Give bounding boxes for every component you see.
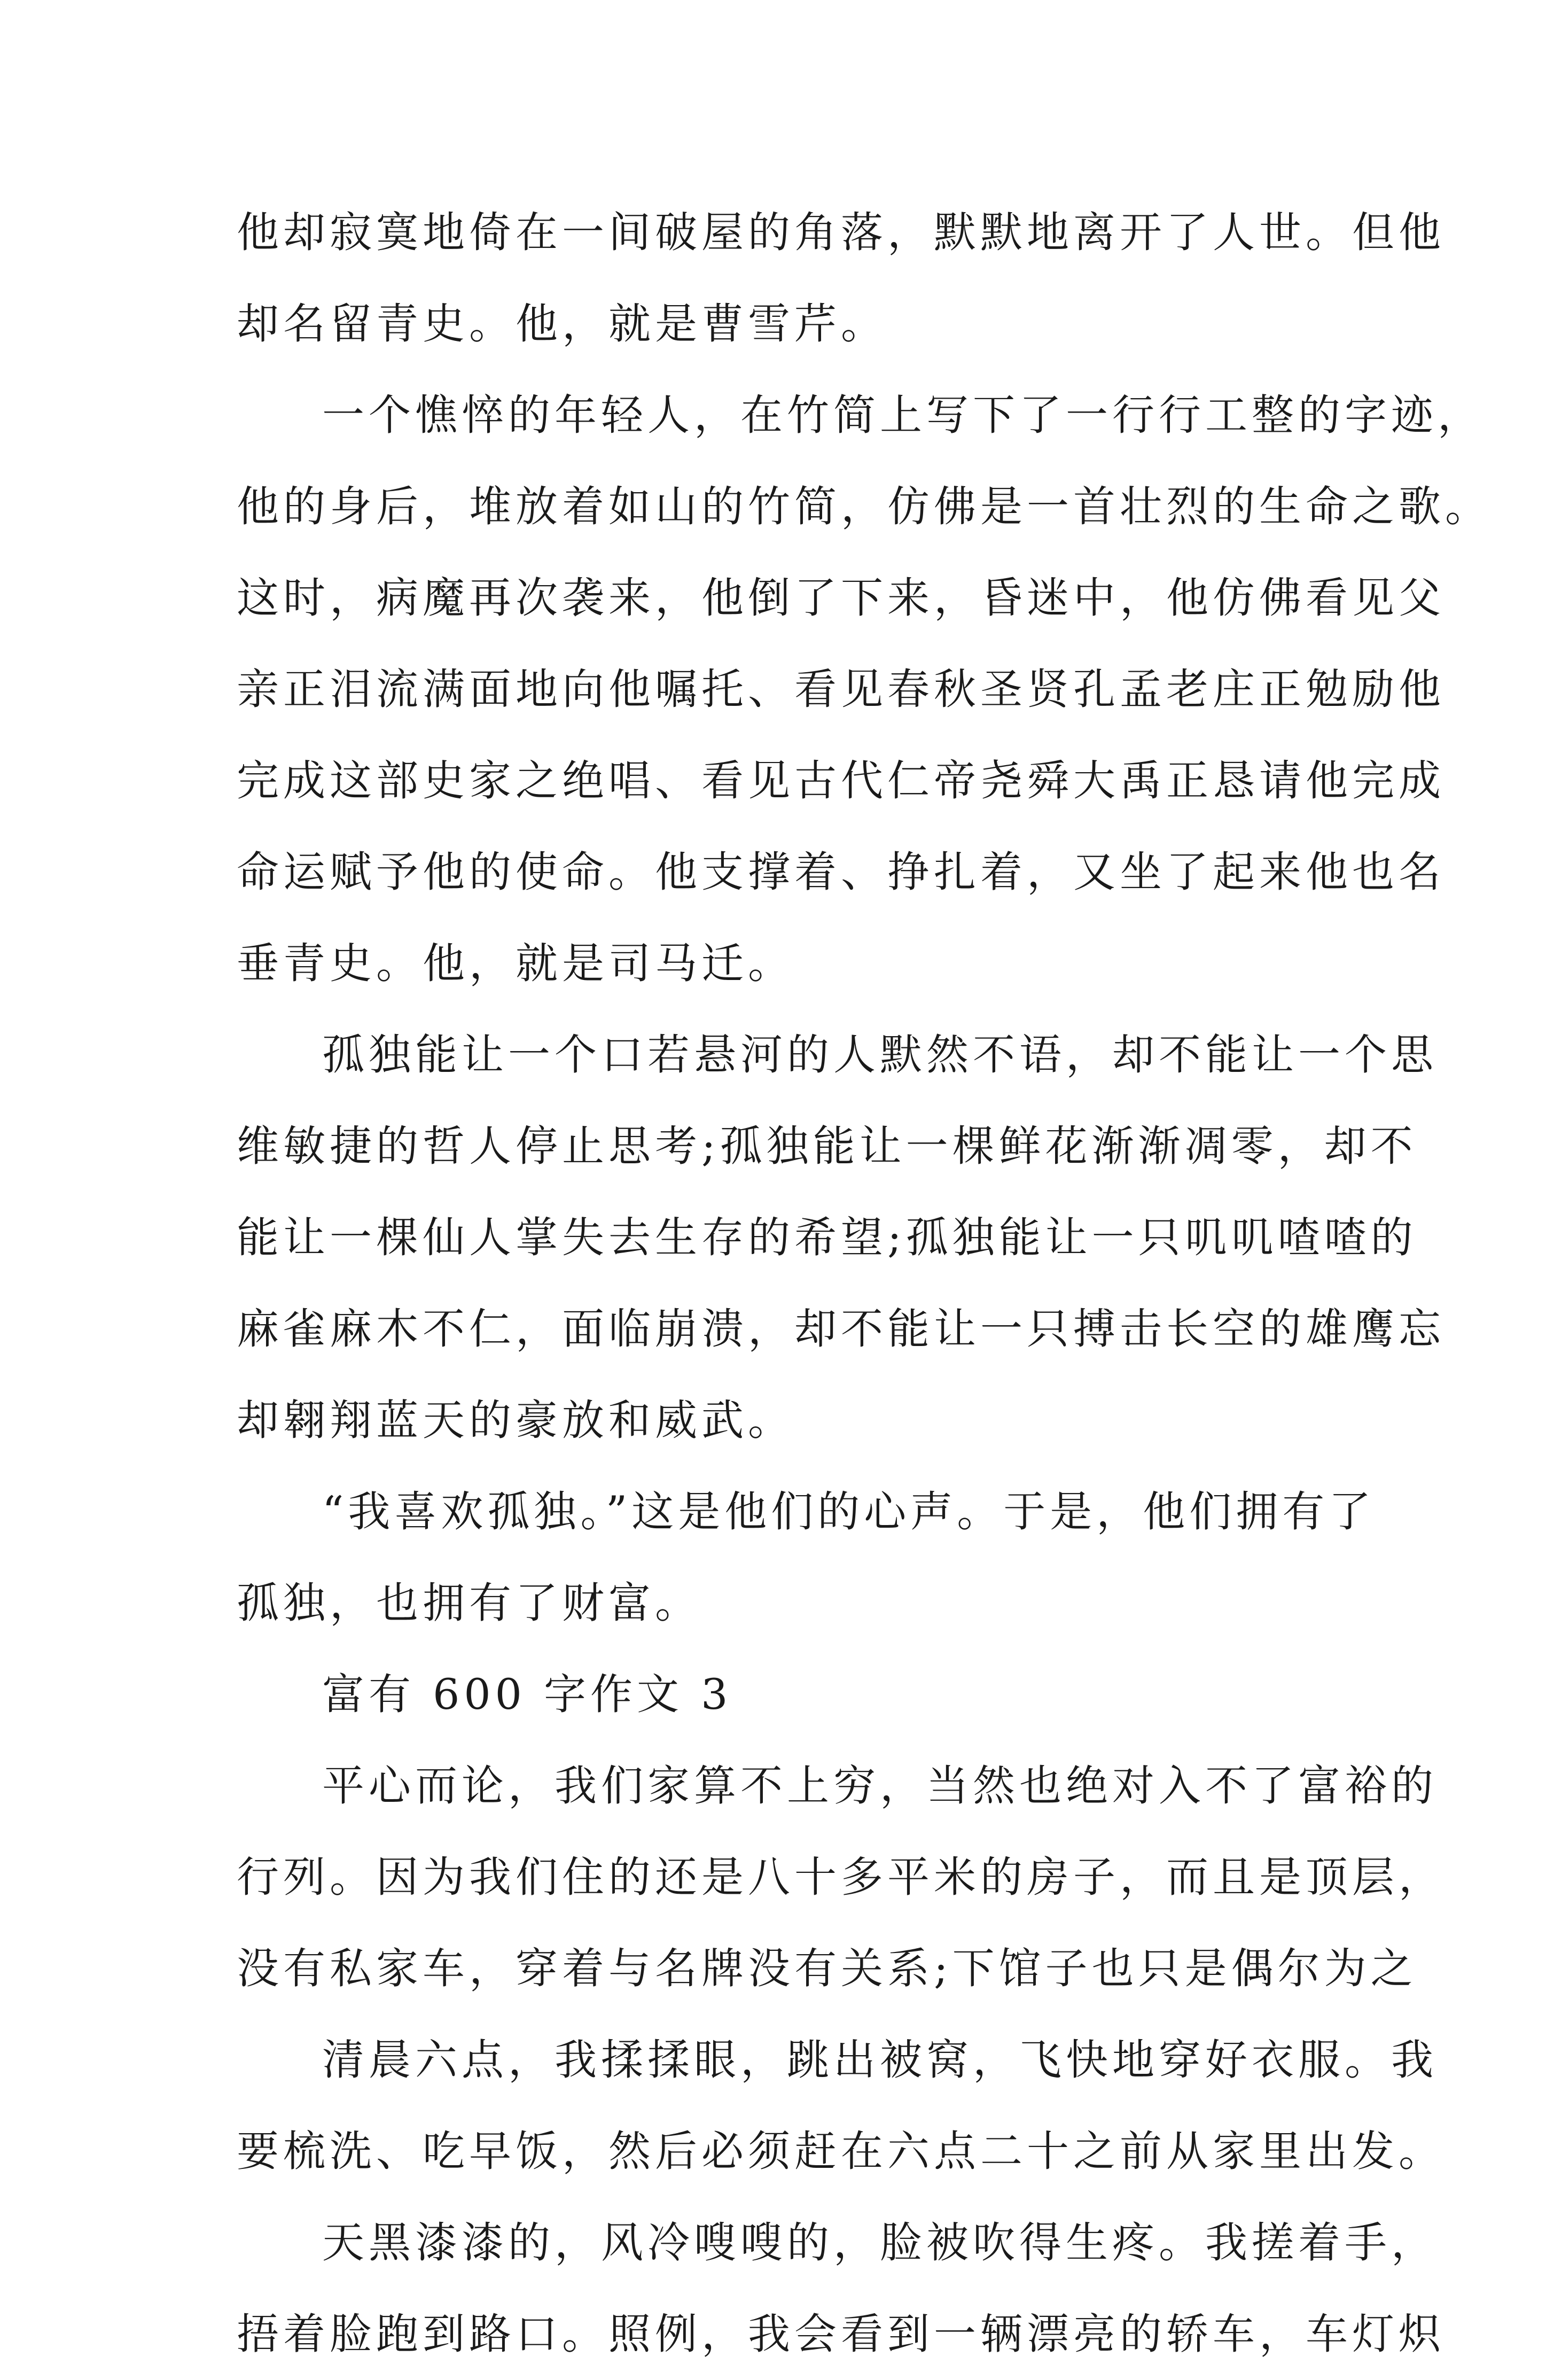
text-line: 没有私家车，穿着与名牌没有关系;下馆子也只是偶尔为之	[237, 1944, 1417, 1993]
text-line: 垂青史。他，就是司马迁。	[237, 939, 794, 988]
text-line: 孤独，也拥有了财富。	[237, 1578, 701, 1628]
text-line: 完成这部史家之绝唱、看见古代仁帝尧舜大禹正恳请他完成	[237, 756, 1445, 805]
paragraph-start-line: 清晨六点，我揉揉眼，跳出被窝，飞快地穿好衣服。我	[322, 2035, 1438, 2085]
paragraph-start-line: 平心而论，我们家算不上穷，当然也绝对入不了富裕的	[322, 1761, 1438, 1810]
text-line: 维敏捷的哲人停止思考;孤独能让一棵鲜花渐渐凋零，却不	[237, 1122, 1417, 1171]
text-line: 麻雀麻木不仁，面临崩溃，却不能让一只搏击长空的雄鹰忘	[237, 1304, 1445, 1354]
text-line: 亲正泪流满面地向他嘱托、看见春秋圣贤孔孟老庄正勉励他	[237, 665, 1445, 714]
text-line: 他的身后，堆放着如山的竹简，仿佛是一首壮烈的生命之歌。	[237, 482, 1492, 531]
paragraph-start-line: 一个憔悴的年轻人，在竹简上写下了一行行工整的字迹，	[322, 391, 1484, 440]
paragraph-start-line: 天黑漆漆的，风冷嗖嗖的，脸被吹得生疼。我搓着手，	[322, 2218, 1438, 2267]
text-line: 要梳洗、吃早饭，然后必须赶在六点二十之前从家里出发。	[237, 2127, 1445, 2176]
text-line: 能让一棵仙人掌失去生存的希望;孤独能让一只叽叽喳喳的	[237, 1213, 1417, 1262]
text-line: 捂着脸跑到路口。照例，我会看到一辆漂亮的轿车，车灯炽	[237, 2309, 1445, 2359]
text-line: 却翱翔蓝天的豪放和威武。	[237, 1396, 794, 1445]
text-line: 却名留青史。他，就是曹雪芹。	[237, 299, 887, 348]
text-line: 他却寂寞地倚在一间破屋的角落，默默地离开了人世。但他	[237, 208, 1445, 257]
text-line: 这时，病魔再次袭来，他倒了下来，昏迷中，他仿佛看见父	[237, 573, 1445, 623]
text-line: 命运赋予他的使命。他支撑着、挣扎着，又坐了起来他也名	[237, 847, 1445, 897]
section-heading: 富有 600 字作文 3	[322, 1670, 732, 1719]
paragraph-start-line: 孤独能让一个口若悬河的人默然不语，却不能让一个思	[322, 1030, 1438, 1079]
text-line: 行列。因为我们住的还是八十多平米的房子，而且是顶层，	[237, 1853, 1445, 1902]
body-text	[237, 187, 1492, 2380]
paragraph-start-line: “我喜欢孤独。”这是他们的心声。于是，他们拥有了	[322, 1487, 1376, 1536]
